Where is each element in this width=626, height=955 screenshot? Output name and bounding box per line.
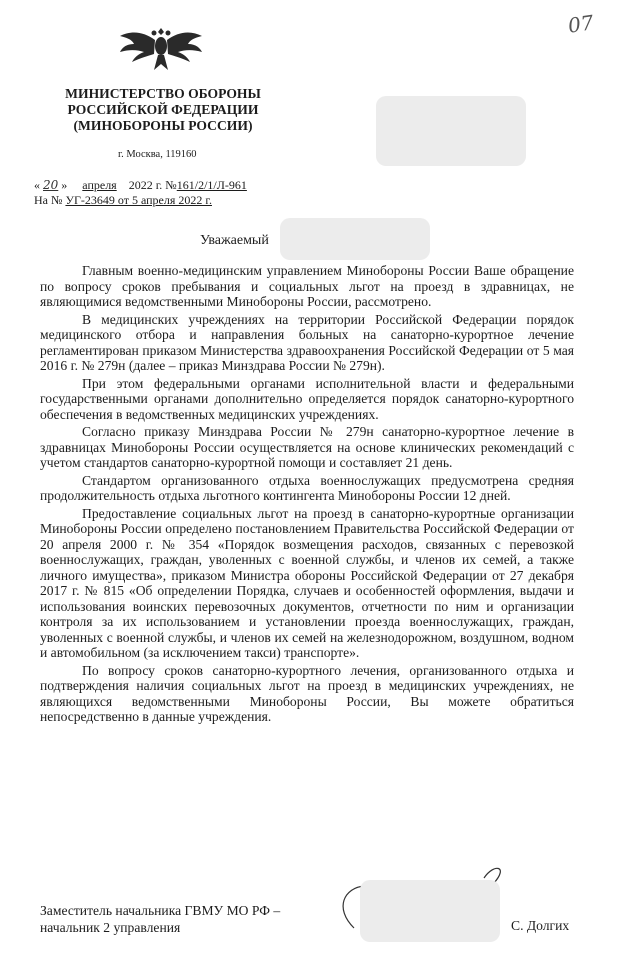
paragraph-3: При этом федеральными органами исполнительной власти и федеральными государственными органами дополнительно определяется порядок санаторно-курортного обеспечения в ведомственных медицинских учреждениях. [40,375,574,422]
paragraph-1: Главным военно-медицинским управлением Минобороны России Ваше обращение по вопросу сроков пребывания и социальных льгот на проезд в здравницах, не являющимися ведомственными Минобороны России, рассмотрено. [40,263,574,309]
quote-close: » [61,178,68,192]
corner-number: 07 [566,10,595,38]
date-year: 2022 г. [128,178,163,192]
quote-open: « [34,178,40,192]
redacted-name [280,218,430,260]
signatory-position-line-1: Заместитель начальника ГВМУ МО РФ – [40,903,281,918]
paragraph-7: По вопросу сроков санаторно-курортного лечения, организованного отдыха и подтверждения наличия социальных льгот на проезд в медицинских учреждениях, не являющихся ведомственными Минобороны России, Вы можете обратиться непосредственно в данные учреждения. [40,662,574,724]
registration-line [34,178,247,193]
reference-value: УГ-23649 от 5 апреля 2022 г. [65,193,212,207]
ministry-line-1: МИНИСТЕРСТВО ОБОРОНЫ [65,86,261,101]
reference-label: На № [34,193,63,207]
ministry-city: г. Москва, 119160 [118,149,197,160]
ministry-line-3: (МИНОБОРОНЫ РОССИИ) [73,118,253,133]
ministry-header [52,86,274,134]
signatory-position-line-2: начальник 2 управления [40,920,181,935]
redacted-addressee [376,96,526,166]
outgoing-number: 161/2/1/Л-961 [176,178,247,192]
signatory-name: С. Долгих [511,918,570,933]
date-month: апреля [82,178,117,192]
letter-body [40,263,574,727]
paragraph-2: В медицинских учреждениях на территории Российской Федерации порядок медицинского отбора и направления больных на санаторно-курортное лечение регламентирован приказом Министерства здравоохранения Российской Федерации от 5 мая 2016 г. № 279н (далее – приказ Минздрава России № 279н). [40,311,574,373]
double-headed-eagle-emblem [118,22,204,78]
paragraph-6: Предоставление социальных льгот на проезд в санаторно-курортные организации Минобороны России определено постановлением Правительства Российской Федерации от 20 апреля 2000 г. № 354 «Порядок возмещения расходов, связанных с перевозкой военнослужащих, граждан, уволенных с военной службы, и членов их семей, а также личного имущества», приказом Министра обороны Российской Федерации от 27 декабря 2017 г. № 815 «Об определении Порядка, случаев и особенностей оформления, выдачи и использования воинских перевозочных документов, отчетности по ним и организации контроля за их использованием и установлении проезда военнослужащих, граждан, уволенных с военной службы, и членов их семей на железнодорожном, воздушном, водном и автомобильном (за исключением такси) транспорте». [40,505,574,660]
reference-line [34,193,212,208]
outgoing-number-label: № [165,178,177,192]
paragraph-4: Согласно приказу Минздрава России № 279н санаторно-курортное лечение в здравницах Минобороны России осуществляется на основе клинических рекомендаций с учетом стандартов санаторно-курортной помощи и составляет 21 день. [40,424,574,470]
ministry-line-2: РОССИЙСКОЙ ФЕДЕРАЦИИ [67,102,259,117]
signatory-position [40,902,280,936]
date-day: 20 [43,178,59,192]
greeting: Уважаемый [200,233,269,248]
paragraph-5: Стандартом организованного отдыха военнослужащих предусмотрена средняя продолжительность отдыха льготного контингента Минобороны России 12 дней. [40,472,574,503]
redacted-signature [360,880,500,942]
